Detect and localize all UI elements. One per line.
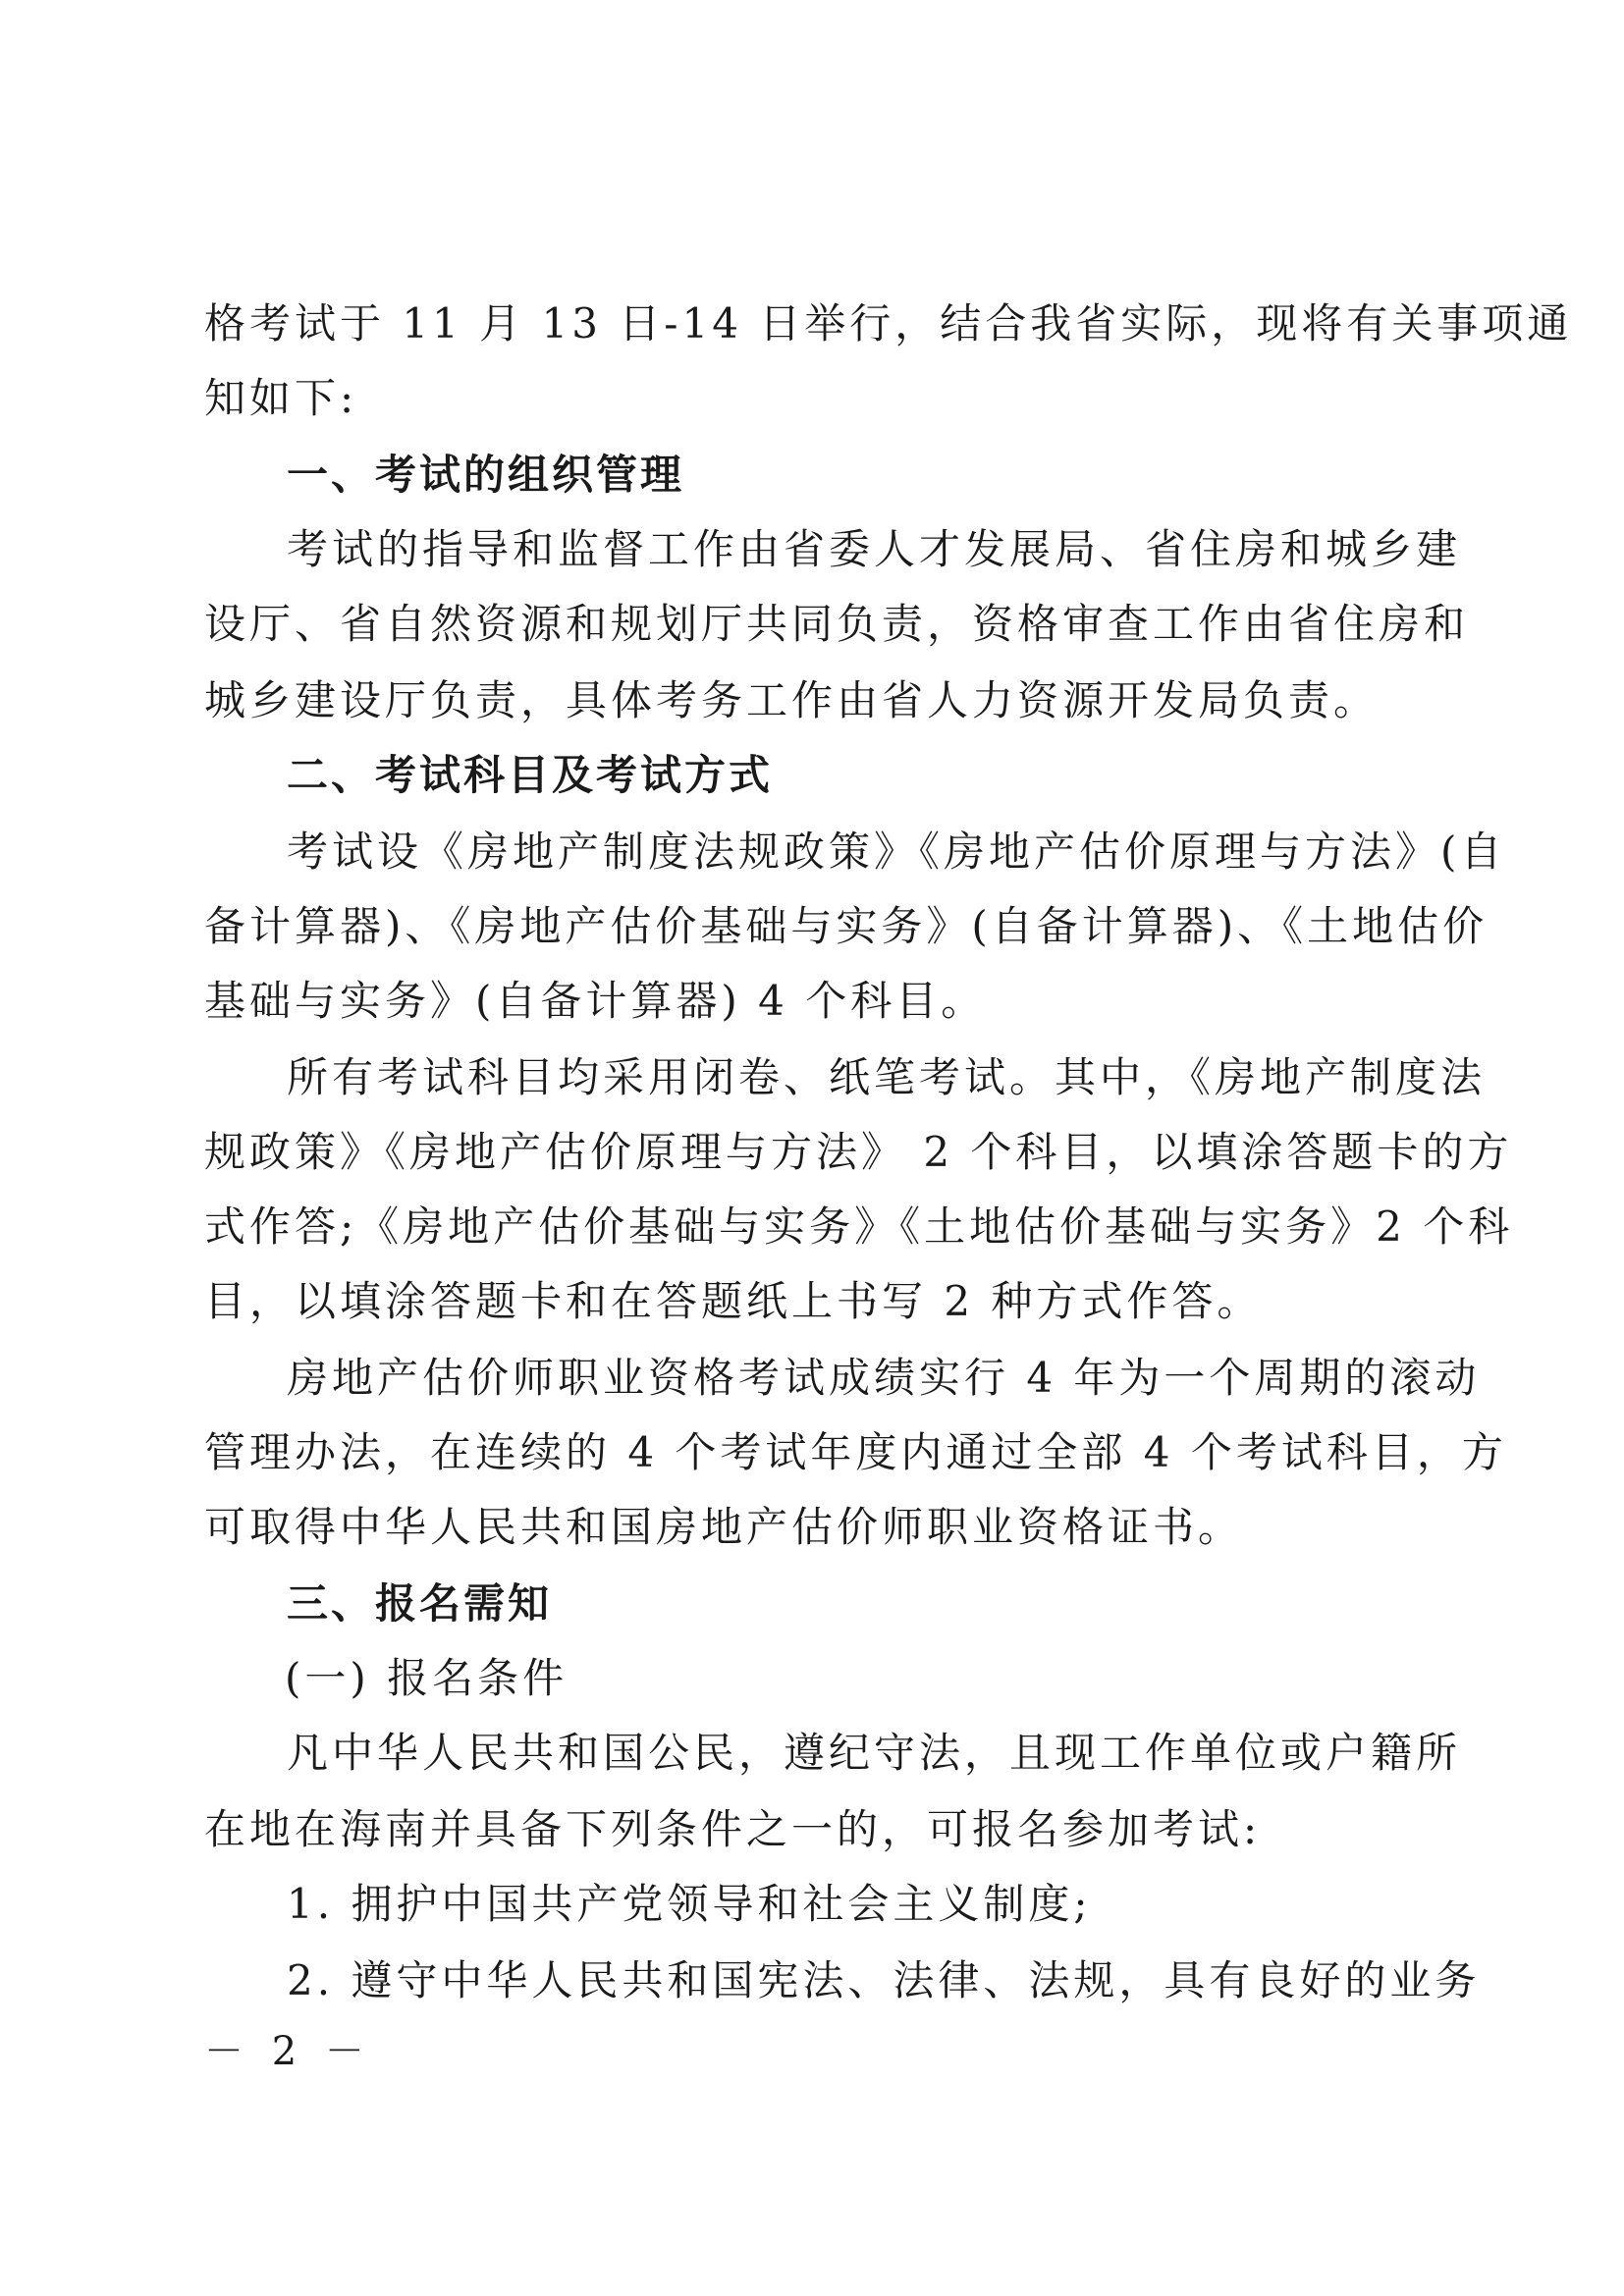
body-text-line: 房地产估价师职业资格考试成绩实行 4 年为一个周期的滚动 xyxy=(287,1354,1481,1402)
body-text-line: 基础与实务》(自备计算器) 4 个科目。 xyxy=(204,977,987,1025)
body-text-line: 考试设《房地产制度法规政策》《房地产估价原理与方法》(自 xyxy=(287,828,1506,876)
list-item: 2. 遵守中华人民共和国宪法、法律、法规，具有良好的业务 xyxy=(287,1956,1481,2004)
body-text-line: 目，以填涂答题卡和在答题纸上书写 2 种方式作答。 xyxy=(204,1277,1263,1325)
body-text-line: 所有考试科目均采用闭卷、纸笔考试。其中，《房地产制度法 xyxy=(287,1053,1487,1101)
page-number: － 2 － xyxy=(204,2029,372,2074)
body-text-line: 设厅、省自然资源和规划厅共同负责，资格审查工作由省住房和 xyxy=(204,600,1470,648)
body-text-line: 规政策》《房地产估价原理与方法》 2 个科目，以填涂答题卡的方 xyxy=(204,1128,1513,1176)
section-heading-2: 二、考试科目及考试方式 xyxy=(287,751,774,799)
body-text-line: 凡中华人民共和国公民，遵纪守法，且现工作单位或户籍所 xyxy=(287,1729,1462,1777)
body-text-line: 可取得中华人民共和国房地产估价师职业资格证书。 xyxy=(204,1503,1244,1551)
body-text-line: 城乡建设厅负责，具体考务工作由省人力资源开发局负责。 xyxy=(204,676,1380,724)
body-text-line: 管理办法，在连续的 4 个考试年度内通过全部 4 个考试科目，方 xyxy=(204,1428,1507,1476)
body-text-line: 在地在海南并具备下列条件之一的，可报名参加考试: xyxy=(204,1805,1262,1853)
body-text-line: 考试的指导和监督工作由省委人才发展局、省住房和城乡建 xyxy=(287,525,1462,573)
section-heading-1: 一、考试的组织管理 xyxy=(287,451,685,499)
body-text-line: 备计算器)、《房地产估价基础与实务》(自备计算器)、《土地估价 xyxy=(204,902,1489,950)
body-text-line: 知如下: xyxy=(204,374,358,422)
section-heading-3: 三、报名需知 xyxy=(287,1579,553,1628)
list-item: 1. 拥护中国共产党领导和社会主义制度; xyxy=(287,1880,1092,1928)
subsection-heading: (一) 报名条件 xyxy=(285,1654,568,1702)
body-text-line: 式作答;《房地产估价基础与实务》《土地估价基础与实务》2 个科 xyxy=(204,1202,1514,1251)
body-text-line: 格考试于 11 月 13 日-14 日举行，结合我省实际，现将有关事项通 xyxy=(204,299,1573,347)
